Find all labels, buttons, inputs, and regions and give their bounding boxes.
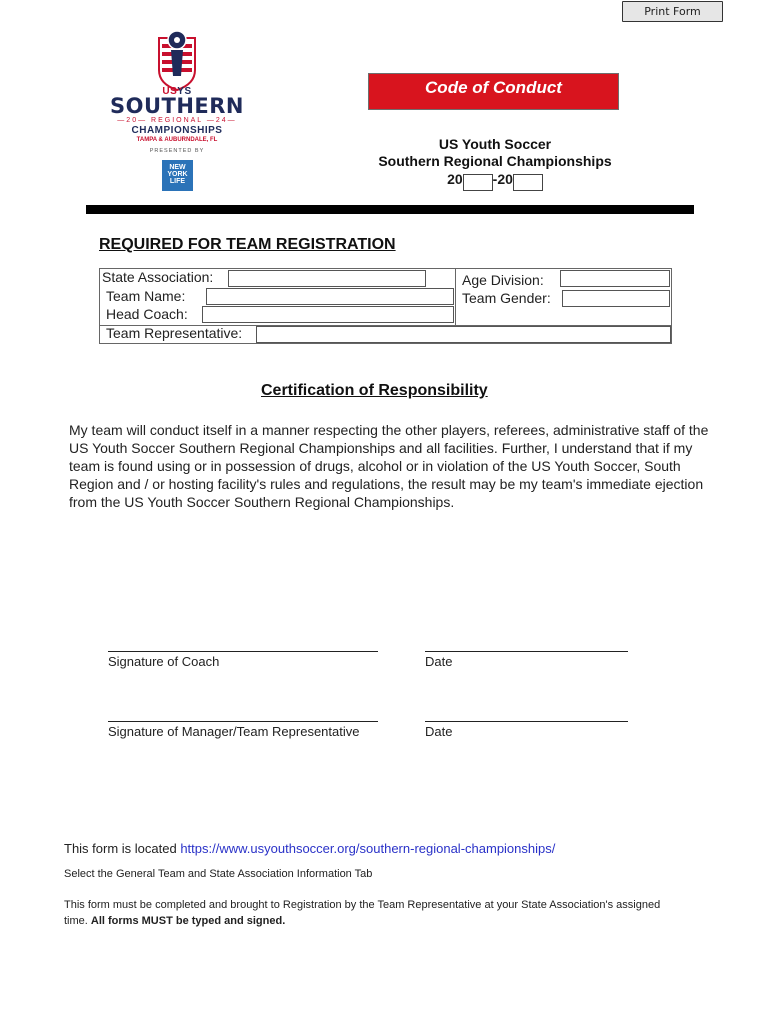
head-coach-label: Head Coach: (106, 306, 188, 322)
coach-date-line (425, 651, 628, 652)
select-tab-text: Select the General Team and State Association Information Tab (64, 868, 373, 880)
usys-wordmark: USYS (162, 86, 192, 97)
coach-signature-line (108, 651, 378, 652)
southern-wordmark: SOUTHERN (109, 94, 245, 118)
state-association-label: State Association: (102, 269, 214, 285)
new-york-life-logo (162, 160, 193, 191)
certification-body: My team will conduct itself in a manner respecting the other players, referees, administrative staff of the US Youth Soccer Southern Regional Championships and all facilities. Further, I understand that if my team is found using or in possession of drugs, alcohol or in violation of the US Youth Soccer, South Region and / or hosting facility's rules and regulations, the result may be my team's immediate ejection from the US Youth Soccer Southern Regional Championships. (69, 422, 709, 510)
sponsor-line-2: YORK (167, 171, 188, 178)
registration-table (99, 268, 672, 344)
table-divider-vertical (455, 269, 456, 326)
head-coach-input[interactable] (202, 306, 454, 323)
team-name-input[interactable] (206, 288, 454, 305)
header-line-2: Southern Regional Championships (378, 153, 612, 169)
header-divider (86, 205, 694, 214)
state-association-input[interactable] (228, 270, 426, 287)
registration-title: REQUIRED FOR TEAM REGISTRATION (99, 236, 396, 253)
located-prefix: This form is located (64, 841, 181, 856)
coach-date-label: Date (425, 654, 453, 669)
form-url-link[interactable]: https://www.usyouthsoccer.org/southern-regional-championships/ (180, 841, 556, 856)
certification-title: Certification of Responsibility (261, 382, 488, 399)
year-line (300, 171, 690, 191)
manager-signature-label: Signature of Manager/Team Representative (108, 724, 360, 739)
year-separator: -20 (492, 171, 513, 187)
sponsor-line-3: LIFE (169, 178, 186, 185)
team-gender-input[interactable] (562, 290, 670, 307)
regional-wordmark: —20— REGIONAL —24— (117, 117, 237, 124)
form-location-text (64, 841, 555, 856)
print-form-button[interactable]: Print Form (622, 1, 723, 22)
championships-wordmark: CHAMPIONSHIPS (131, 125, 223, 136)
team-name-label: Team Name: (106, 288, 186, 304)
team-representative-label: Team Representative: (106, 325, 243, 341)
crest-icon (156, 30, 198, 92)
team-representative-input[interactable] (256, 326, 671, 343)
year-start-input[interactable] (463, 174, 493, 191)
instruction-body: This form must be completed and brought to Registration by the Team Representative at your State Association's assigned time. (64, 899, 661, 927)
instruction-emphasis: All forms MUST be typed and signed. (90, 915, 286, 927)
age-division-label: Age Division: (462, 272, 544, 288)
manager-date-label: Date (425, 724, 453, 739)
header-line-1: US Youth Soccer (438, 136, 552, 152)
coach-signature-label: Signature of Coach (108, 654, 220, 669)
age-division-input[interactable] (560, 270, 670, 287)
manager-date-line (425, 721, 628, 722)
championship-logo (106, 30, 248, 195)
year-prefix: 20 (447, 171, 463, 187)
manager-signature-line (108, 721, 378, 722)
instruction-text (64, 897, 664, 929)
presented-by-text: PRESENTED BY (149, 148, 205, 154)
team-gender-label: Team Gender: (462, 290, 551, 306)
location-text: TAMPA & AUBURNDALE, FL (136, 137, 218, 143)
sponsor-line-1: NEW (169, 164, 186, 171)
page-title: Code of Conduct (368, 73, 619, 110)
year-end-input[interactable] (513, 174, 543, 191)
